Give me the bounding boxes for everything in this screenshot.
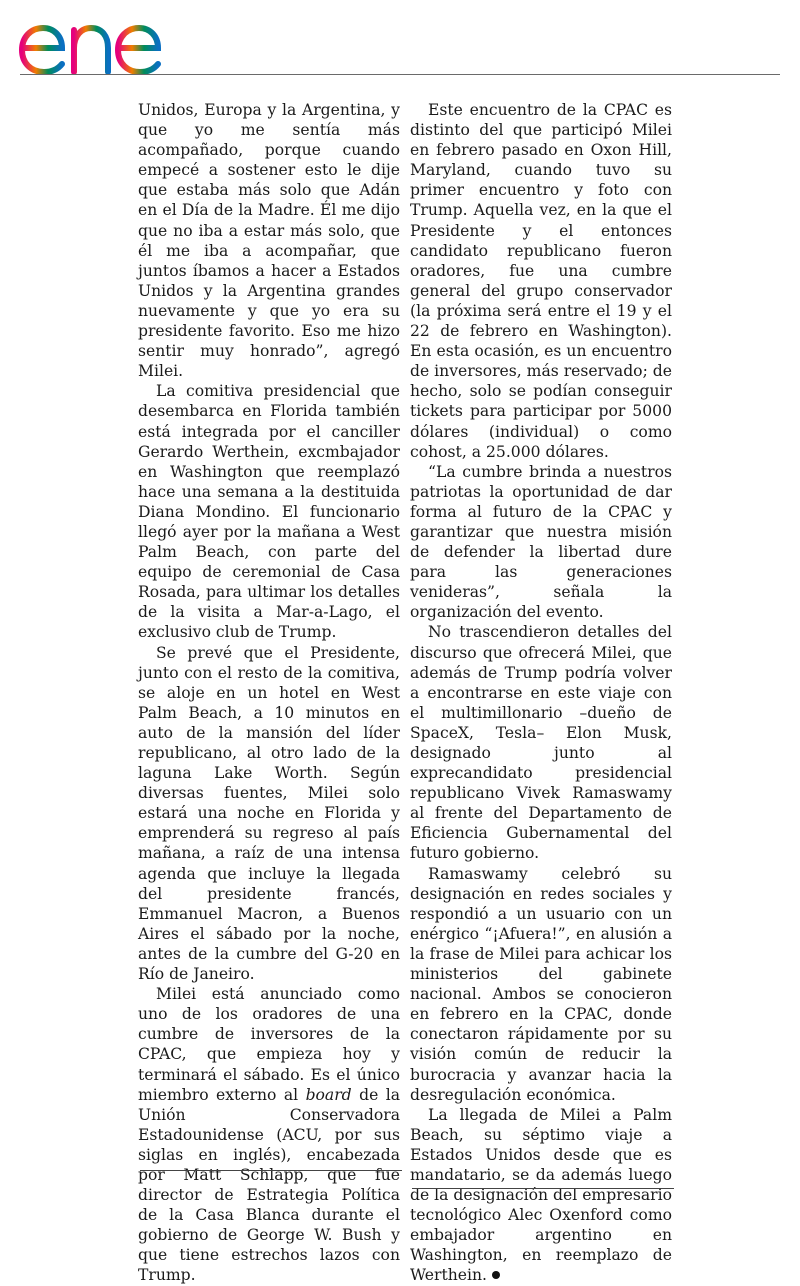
paragraph-text: La llegada de Milei a Palm Beach, su séptimo viaje a Estados Unidos desde que es mandatario, se da además luego de la designación del empresario tecnológico Alec Oxenford como embajador argentino en Washington, en reemplazo de Werthein. <box>410 1105 673 1285</box>
article-column-left <box>138 100 400 1286</box>
article-paragraph: No trascendieron detalles del discurso que ofrecerá Milei, que además de Trump podría volver a encontrarse en este viaje con el multimillonario –dueño de SpaceX, Tesla– Elon Musk, designado junto al exprecandidato presidencial republicano Vivek Ramaswamy al frente del Departamento de Eficiencia Gubernamental del futuro gobierno. <box>410 623 672 863</box>
paragraph-text: Milei está anunciado como uno de los oradores de una cumbre de inversores de la CPAC, que empieza hoy y terminará el sábado. Es el único miembro externo al <box>138 985 400 1104</box>
page-header <box>0 0 800 76</box>
header-divider <box>20 74 780 75</box>
column-end-rule <box>140 1170 402 1171</box>
article-paragraph <box>410 1105 672 1286</box>
article-paragraph: Se prevé que el Presidente, junto con el resto de la comitiva, se aloje en un hotel en West Palm Beach, a 10 minutos en auto de la mansión del líder republicano, al otro lado de la laguna Lake Worth. Según diversas fuentes, Milei solo estará una noche en Florida y emprenderá su regreso al país mañana, a raíz de una intensa agenda que incluye la llegada del presidente francés, Emmanuel Macron, a Buenos Aires el sábado por la noche, antes de la cumbre del G-20 en Río de Janeiro. <box>138 643 400 984</box>
article-paragraph: Ramaswamy celebró su designación en redes sociales y respondió a un usuario con un enérgico “¡Afuera!”, en alusión a la frase de Milei para achicar los ministerios del gabinete nacional. Ambos se conocieron en febrero en la CPAC, donde conectaron rápidamente por su visión común de reducir la burocracia y avanzar hacia la desregulación económica. <box>410 864 672 1104</box>
article-paragraph: La comitiva presidencial que desembarca en Florida también está integrada por el canciller Gerardo Werthein, excmbajador en Washington que reemplazó hace una semana a la destituida Diana Mondino. El funcionario llegó ayer por la mañana a West Palm Beach, con parte del equipo de ceremonial de Casa Rosada, para ultimar los detalles de la visita a Mar-a-Lago, el exclusivo club de Trump. <box>138 382 400 642</box>
enel-logo-mark <box>16 4 196 76</box>
paragraph-text: de la Unión Conservadora Estadounidense (ACU, por sus siglas en inglés), encabezada por Matt Schlapp, que fue director de Estrategia Política de la Casa Blanca durante el gobierno de George W. Bush y que tiene estrechos lazos con Trump. <box>138 1085 400 1285</box>
column-end-rule <box>412 1188 674 1189</box>
article-column-right <box>410 100 672 1286</box>
article-paragraph: “La cumbre brinda a nuestros patriotas la oportunidad de dar forma al futuro de la CPAC y garantizar que nuestra misión de defender la libertad dure para las generaciones venideras”, señala la organización del evento. <box>410 462 672 622</box>
emphasis-board: board <box>305 1085 352 1104</box>
article-paragraph: Unidos, Europa y la Argentina, y que yo me sentía más acompañado, porque cuando empecé a sostener esto le dije que estaba más solo que Adán en el Día de la Madre. Él me dijo que no iba a estar más solo, que él me iba a acompañar, que juntos íbamos a hacer a Estados Unidos y la Argentina grandes nuevamente y que yo era su presidente favorito. Eso me hizo sentir muy honrado”, agregó Milei. <box>138 101 400 381</box>
article-paragraph <box>138 984 400 1285</box>
article-paragraph: Este encuentro de la CPAC es distinto del que participó Milei en febrero pasado en Oxon Hill, Maryland, cuando tuvo su primer encuentro y foto con Trump. Aquella vez, en la que el Presidente y el entonces candidato republicano fueron oradores, fue una cumbre general del grupo conservador (la próxima será entre el 19 y el 22 de febrero en Washington). En esta ocasión, es un encuentro de inversores, más reservado; de hecho, solo se podían conseguir tickets para participar por 5000 dólares (individual) o como cohost, a 25.000 dólares. <box>410 101 672 461</box>
end-of-article-mark <box>492 1271 500 1279</box>
enel-logo <box>16 4 196 76</box>
